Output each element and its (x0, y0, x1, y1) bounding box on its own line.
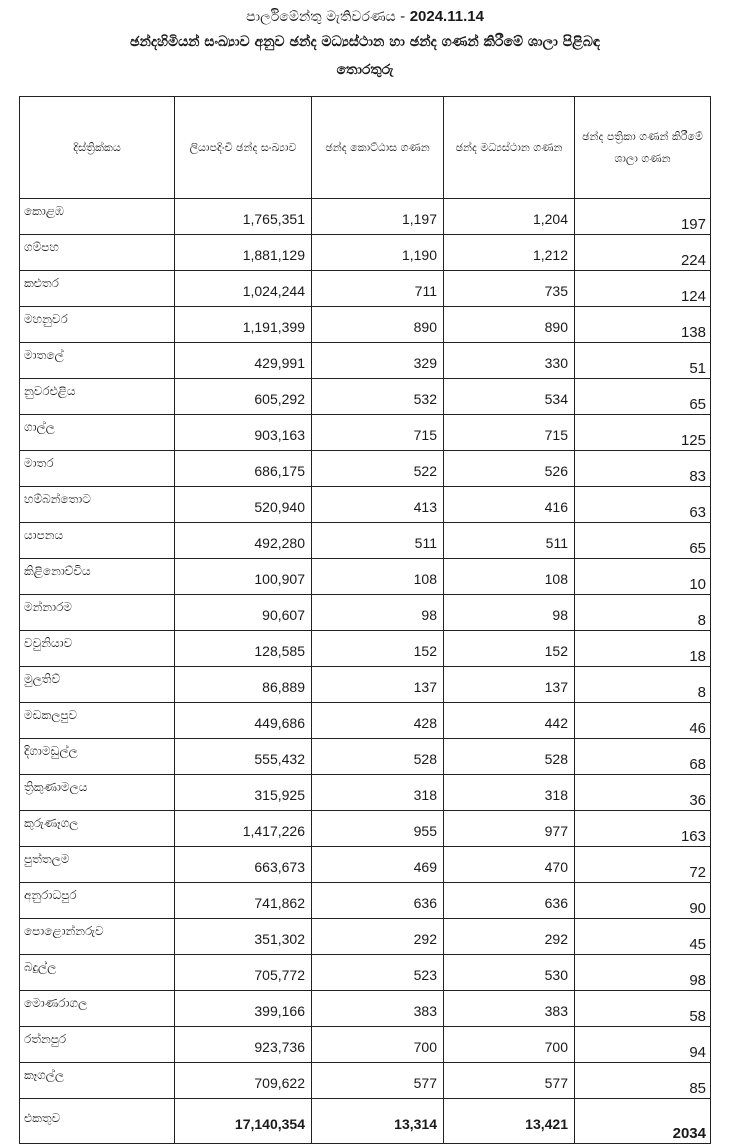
polling-centers-cell: 534 (444, 379, 575, 415)
table-row (20, 739, 711, 775)
column-header-registered-voters: ලියාපදිංචි ඡන්ද සංඛ්‍යාව (175, 97, 312, 199)
polling-divisions-cell: 152 (312, 631, 444, 667)
counting-halls-cell: 10 (575, 559, 711, 595)
district-cell: පොළොන්නරුව (20, 919, 175, 955)
table-row (20, 595, 711, 631)
table-row (20, 775, 711, 811)
column-header-district: දිස්ත්‍රික්කය (20, 97, 175, 199)
counting-halls-cell: 163 (575, 811, 711, 847)
polling-divisions-cell: 523 (312, 955, 444, 991)
district-cell: මුලතිව් (20, 667, 175, 703)
district-cell: ගාල්ල (20, 415, 175, 451)
registered-voters-cell: 351,302 (175, 919, 312, 955)
table-row (20, 631, 711, 667)
document-subtitle-continued: තොරතුරු (336, 62, 394, 78)
counting-halls-cell: 8 (575, 595, 711, 631)
polling-divisions-cell: 13,314 (312, 1099, 444, 1144)
table-row (20, 271, 711, 307)
polling-divisions-cell: 383 (312, 991, 444, 1027)
polling-centers-cell: 700 (444, 1027, 575, 1063)
title-date: 2024.11.14 (409, 8, 484, 25)
counting-halls-cell: 51 (575, 343, 711, 379)
table-row (20, 883, 711, 919)
table-row (20, 667, 711, 703)
table-row (20, 199, 711, 235)
counting-halls-cell: 90 (575, 883, 711, 919)
document-title (0, 8, 730, 25)
polling-centers-cell: 735 (444, 271, 575, 307)
registered-voters-cell: 399,166 (175, 991, 312, 1027)
registered-voters-cell: 1,024,244 (175, 271, 312, 307)
polling-divisions-cell: 292 (312, 919, 444, 955)
district-cell: නුවරඑළිය (20, 379, 175, 415)
counting-halls-cell: 138 (575, 307, 711, 343)
polling-centers-cell: 137 (444, 667, 575, 703)
table-row (20, 343, 711, 379)
district-cell: හම්බන්තොට (20, 487, 175, 523)
polling-divisions-cell: 711 (312, 271, 444, 307)
polling-centers-cell: 416 (444, 487, 575, 523)
column-header-counting-halls: ඡන්ද පත්‍රිකා ගණන් කිරීමේ ශාලා ගණන (575, 97, 711, 199)
registered-voters-cell: 429,991 (175, 343, 312, 379)
table-row (20, 1027, 711, 1063)
counting-halls-cell: 83 (575, 451, 711, 487)
total-row (20, 1099, 711, 1144)
district-cell: යාපනය (20, 523, 175, 559)
counting-halls-cell: 72 (575, 847, 711, 883)
polling-divisions-cell: 413 (312, 487, 444, 523)
polling-centers-cell: 577 (444, 1063, 575, 1099)
title-prefix: පාර්ලිමේන්තු මැතිවරණය - (246, 9, 410, 25)
counting-halls-cell: 36 (575, 775, 711, 811)
polling-centers-cell: 1,204 (444, 199, 575, 235)
counting-halls-cell: 68 (575, 739, 711, 775)
table-row (20, 307, 711, 343)
counting-halls-cell: 63 (575, 487, 711, 523)
registered-voters-cell: 686,175 (175, 451, 312, 487)
district-cell: අනුරාධපුර (20, 883, 175, 919)
registered-voters-cell: 1,765,351 (175, 199, 312, 235)
polling-centers-cell: 13,421 (444, 1099, 575, 1144)
table-row (20, 523, 711, 559)
polling-centers-cell: 511 (444, 523, 575, 559)
district-cell: කොළඹ (20, 199, 175, 235)
column-header-polling-divisions: ඡන්ද කොට්ඨාස ගණන (312, 97, 444, 199)
district-cell: ත්‍රිකුණාමලය (20, 775, 175, 811)
district-cell: මහනුවර (20, 307, 175, 343)
polling-centers-cell: 108 (444, 559, 575, 595)
polling-centers-cell: 292 (444, 919, 575, 955)
counting-halls-cell: 224 (575, 235, 711, 271)
district-cell: කුරුණෑගල (20, 811, 175, 847)
counting-halls-cell: 18 (575, 631, 711, 667)
polling-centers-cell: 636 (444, 883, 575, 919)
polling-divisions-cell: 1,190 (312, 235, 444, 271)
table-row (20, 919, 711, 955)
polling-centers-cell: 530 (444, 955, 575, 991)
polling-centers-cell: 470 (444, 847, 575, 883)
polling-divisions-cell: 532 (312, 379, 444, 415)
polling-divisions-cell: 469 (312, 847, 444, 883)
district-cell: මාතලේ (20, 343, 175, 379)
counting-halls-cell: 45 (575, 919, 711, 955)
registered-voters-cell: 705,772 (175, 955, 312, 991)
polling-centers-cell: 977 (444, 811, 575, 847)
polling-divisions-cell: 577 (312, 1063, 444, 1099)
polling-divisions-cell: 700 (312, 1027, 444, 1063)
table-row (20, 955, 711, 991)
counting-halls-cell: 65 (575, 523, 711, 559)
table-row (20, 235, 711, 271)
polling-centers-cell: 528 (444, 739, 575, 775)
polling-divisions-cell: 511 (312, 523, 444, 559)
polling-divisions-cell: 318 (312, 775, 444, 811)
polling-divisions-cell: 636 (312, 883, 444, 919)
registered-voters-cell: 128,585 (175, 631, 312, 667)
registered-voters-cell: 492,280 (175, 523, 312, 559)
registered-voters-cell: 605,292 (175, 379, 312, 415)
counting-halls-cell: 65 (575, 379, 711, 415)
table-body (20, 199, 711, 1144)
polling-divisions-cell: 1,197 (312, 199, 444, 235)
district-cell: කළුතර (20, 271, 175, 307)
district-cell: වවුනියාව (20, 631, 175, 667)
registered-voters-cell: 741,862 (175, 883, 312, 919)
polling-divisions-cell: 329 (312, 343, 444, 379)
polling-centers-cell: 318 (444, 775, 575, 811)
counting-halls-cell: 2034 (575, 1099, 711, 1144)
table-row (20, 1063, 711, 1099)
district-cell: එකතුව (20, 1099, 175, 1144)
counting-halls-cell: 94 (575, 1027, 711, 1063)
district-cell: ගම්පහ (20, 235, 175, 271)
district-cell: මන්නාරම (20, 595, 175, 631)
table-row (20, 559, 711, 595)
counting-halls-cell: 8 (575, 667, 711, 703)
registered-voters-cell: 923,736 (175, 1027, 312, 1063)
district-cell: කිළිනොච්චිය (20, 559, 175, 595)
registered-voters-cell: 100,907 (175, 559, 312, 595)
district-cell: දිගාමඩුල්ල (20, 739, 175, 775)
counting-halls-cell: 124 (575, 271, 711, 307)
table-row (20, 451, 711, 487)
registered-voters-cell: 555,432 (175, 739, 312, 775)
registered-voters-cell: 663,673 (175, 847, 312, 883)
table-row (20, 703, 711, 739)
polling-divisions-cell: 890 (312, 307, 444, 343)
registered-voters-cell: 86,889 (175, 667, 312, 703)
polling-centers-cell: 152 (444, 631, 575, 667)
registered-voters-cell: 17,140,354 (175, 1099, 312, 1144)
registered-voters-cell: 315,925 (175, 775, 312, 811)
counting-halls-cell: 46 (575, 703, 711, 739)
district-cell: කෑගල්ල (20, 1063, 175, 1099)
registered-voters-cell: 1,191,399 (175, 307, 312, 343)
registered-voters-cell: 903,163 (175, 415, 312, 451)
registered-voters-cell: 1,417,226 (175, 811, 312, 847)
table-row (20, 847, 711, 883)
polling-centers-cell: 890 (444, 307, 575, 343)
polling-centers-cell: 330 (444, 343, 575, 379)
counting-halls-cell: 125 (575, 415, 711, 451)
polling-divisions-cell: 98 (312, 595, 444, 631)
table-header-row (20, 97, 711, 199)
polling-centers-cell: 1,212 (444, 235, 575, 271)
polling-centers-cell: 383 (444, 991, 575, 1027)
column-header-polling-centers: ඡන්ද මධ්‍යස්ථාන ගණන (444, 97, 575, 199)
document-subtitle: ඡන්දහිමියන් සංඛ්‍යාව අනුව ඡන්ද මධ්‍යස්ථාන හා ඡන්ද ගණන් කිරීමේ ශාලා පිළිබඳ (129, 34, 601, 50)
district-cell: මොණරාගල (20, 991, 175, 1027)
district-cell: රත්නපුර (20, 1027, 175, 1063)
polling-centers-cell: 98 (444, 595, 575, 631)
polling-divisions-cell: 522 (312, 451, 444, 487)
district-cell: මඩකලපුව (20, 703, 175, 739)
counting-halls-cell: 58 (575, 991, 711, 1027)
registered-voters-cell: 90,607 (175, 595, 312, 631)
polling-divisions-cell: 137 (312, 667, 444, 703)
polling-centers-cell: 526 (444, 451, 575, 487)
district-cell: බදුල්ල (20, 955, 175, 991)
registered-voters-cell: 709,622 (175, 1063, 312, 1099)
registered-voters-cell: 449,686 (175, 703, 312, 739)
table-row (20, 991, 711, 1027)
polling-divisions-cell: 955 (312, 811, 444, 847)
table-row (20, 379, 711, 415)
table-row (20, 487, 711, 523)
counting-halls-cell: 197 (575, 199, 711, 235)
table-row (20, 415, 711, 451)
polling-centers-cell: 715 (444, 415, 575, 451)
polling-statistics-table (19, 96, 711, 1144)
district-cell: මාතර (20, 451, 175, 487)
table-row (20, 811, 711, 847)
polling-divisions-cell: 428 (312, 703, 444, 739)
registered-voters-cell: 1,881,129 (175, 235, 312, 271)
district-cell: පුත්තලම (20, 847, 175, 883)
polling-divisions-cell: 715 (312, 415, 444, 451)
counting-halls-cell: 98 (575, 955, 711, 991)
polling-centers-cell: 442 (444, 703, 575, 739)
counting-halls-cell: 85 (575, 1063, 711, 1099)
polling-divisions-cell: 528 (312, 739, 444, 775)
registered-voters-cell: 520,940 (175, 487, 312, 523)
polling-divisions-cell: 108 (312, 559, 444, 595)
